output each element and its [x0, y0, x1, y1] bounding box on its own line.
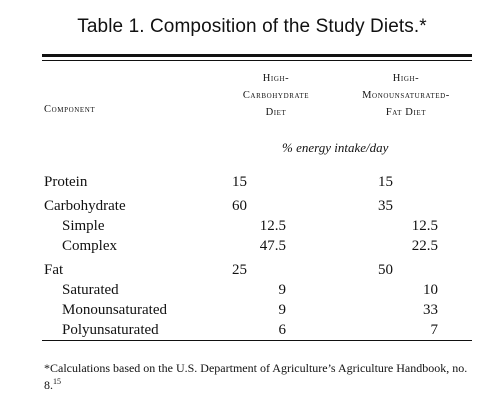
row-label: Simple [62, 218, 105, 234]
high-monounsaturated-fat-value: 12.5 [411, 218, 438, 234]
row-label: Protein [44, 174, 88, 190]
footnote [44, 360, 484, 394]
top-rule [42, 54, 472, 57]
table-row [0, 262, 504, 282]
row-label: Polyunsaturated [62, 322, 159, 338]
column-header-high-monounsaturated-fat [336, 70, 476, 121]
top-rule-thin [42, 60, 472, 61]
table-row [0, 198, 504, 218]
table-row [0, 174, 504, 194]
table-row [0, 218, 504, 238]
high-carbohydrate-value: 60 [232, 198, 247, 214]
footnote-reference: 15 [53, 377, 61, 386]
table-row [0, 322, 504, 342]
row-label: Monounsaturated [62, 302, 167, 318]
column-header-line: Carbohydrate [242, 90, 310, 101]
high-monounsaturated-fat-value: 10 [423, 282, 438, 298]
high-monounsaturated-fat-value: 7 [430, 322, 438, 338]
high-carbohydrate-value: 9 [278, 302, 286, 318]
table-title: Table 1. Composition of the Study Diets.* [77, 16, 427, 37]
unit-label: % energy intake/day [282, 140, 389, 155]
row-label: Saturated [62, 282, 119, 298]
high-monounsaturated-fat-value: 22.5 [411, 238, 438, 254]
high-carbohydrate-value: 9 [278, 282, 286, 298]
column-header-component: Component [44, 104, 96, 115]
row-label: Fat [44, 262, 64, 278]
column-header-line: Diet [265, 107, 287, 118]
row-label: Carbohydrate [44, 198, 126, 214]
column-header-high-carbohydrate [216, 70, 336, 121]
high-monounsaturated-fat-value: 50 [378, 262, 393, 278]
table-row [0, 302, 504, 322]
row-label: Complex [62, 238, 117, 254]
high-monounsaturated-fat-value: 35 [378, 198, 393, 214]
table-row [0, 238, 504, 258]
table-row [0, 282, 504, 302]
high-carbohydrate-value: 15 [232, 174, 247, 190]
high-carbohydrate-value: 47.5 [259, 238, 286, 254]
high-monounsaturated-fat-value: 15 [378, 174, 393, 190]
column-header-line: High- [262, 73, 290, 84]
column-header-line: Fat Diet [385, 107, 427, 118]
bottom-rule [42, 340, 472, 341]
high-carbohydrate-value: 12.5 [259, 218, 286, 234]
high-carbohydrate-value: 6 [278, 322, 286, 338]
high-monounsaturated-fat-value: 33 [423, 302, 438, 318]
footnote-text: *Calculations based on the U.S. Department of Agriculture’s Agriculture Handbook, no. 8. [44, 361, 468, 392]
column-header-line: Monounsaturated- [362, 90, 450, 101]
high-carbohydrate-value: 25 [232, 262, 247, 278]
column-header-line: High- [392, 73, 420, 84]
